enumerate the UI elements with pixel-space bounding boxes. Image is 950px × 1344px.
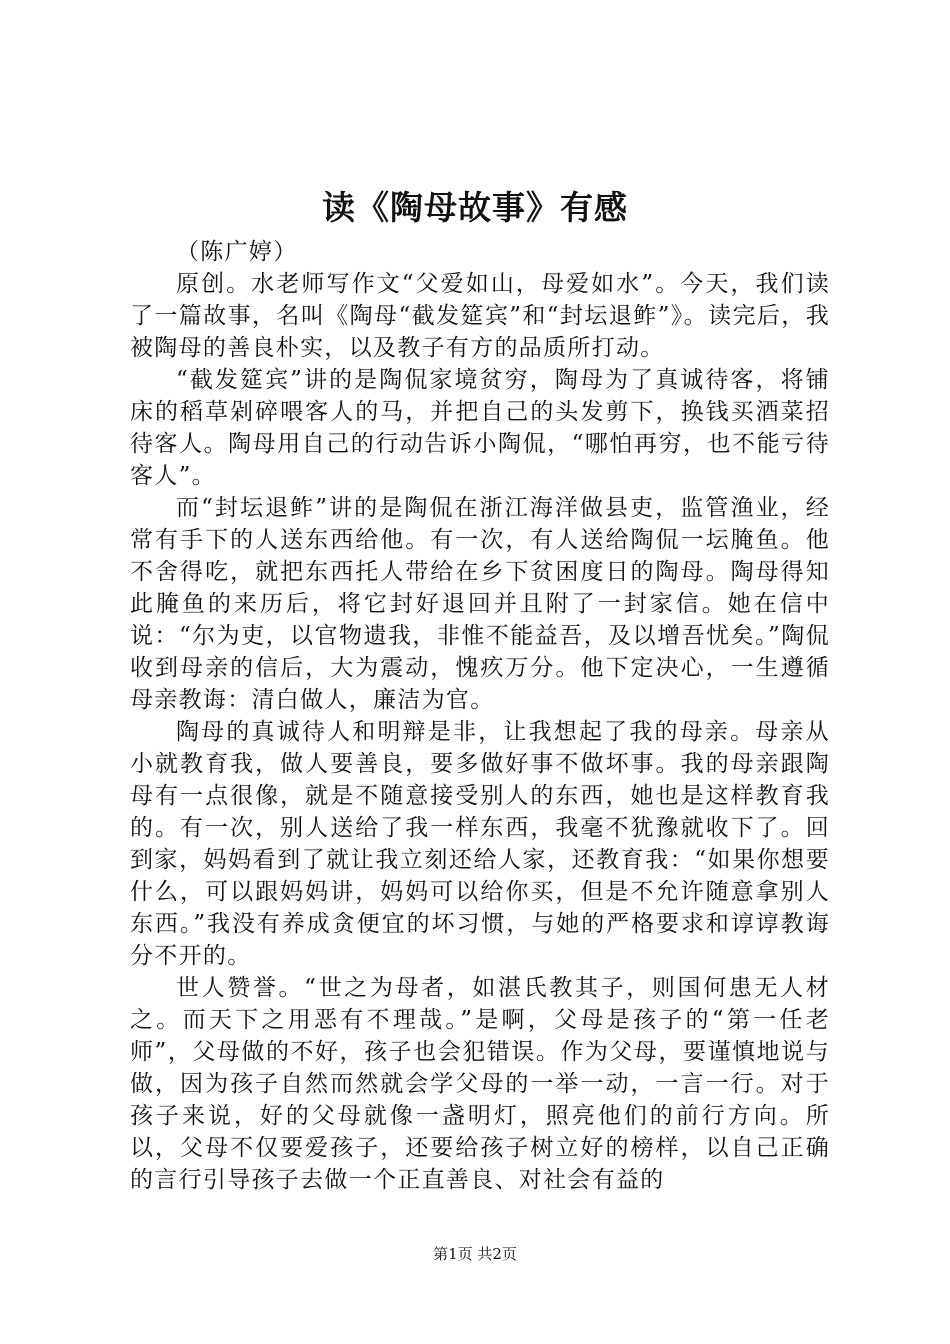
paragraph-4: 陶母的真诚待人和明辩是非，让我想起了我的母亲。母亲从小就教育我，做人要善良，要多做好事不做坏事。我的母亲跟陶母有一点很像，就是不随意接受别人的东西，她也是这样教育我的。有一次，别人送给了我一样东西，我毫不犹豫就收下了。回到家，妈妈看到了就让我立刻还给人家，还教育我：“如果你想要什么，可以跟妈妈讲，妈妈可以给你买，但是不允许随意拿别人东西。”我没有养成贪便宜的坏习惯，与她的严格要求和谆谆教诲分不开的。 <box>130 719 830 969</box>
paragraph-1: 原创。水老师写作文“父爱如山，母爱如水”。今天，我们读了一篇故事，名叫《陶母“截发筵宾”和“封坛退鲊”》。读完后，我被陶母的善良朴实，以及教子有方的品质所打动。 <box>130 271 830 361</box>
document-body <box>130 236 830 1196</box>
paragraph-5: 世人赞誉。“世之为母者，如湛氏教其子，则国何患无人材之。而天下之用恶有不理哉。”是啊，父母是孩子的“第一任老师”，父母做的不好，孩子也会犯错误。作为父母，要谨慎地说与做，因为孩子自然而然就会学父母的一举一动，一言一行。对于孩子来说，好的父母就像一盏明灯，照亮他们的前行方向。所以，父母不仅要爱孩子，还要给孩子树立好的榜样，以自己正确的言行引导孩子去做一个正直善良、对社会有益的 <box>130 975 830 1193</box>
paragraph-3: 而“封坛退鲊”讲的是陶侃在浙江海洋做县吏，监管渔业，经常有手下的人送东西给他。有一次，有人送给陶侃一坛腌鱼。他不舍得吃，就把东西托人带给在乡下贫困度日的陶母。陶母得知此腌鱼的来历后，将它封好退回并且附了一封家信。她在信中说：“尔为吏，以官物遗我，非惟不能益吾，及以增吾忧矣。”陶侃收到母亲的信后，大为震动，愧疚万分。他下定决心，一生遵循母亲教诲：清白做人，廉洁为官。 <box>130 495 830 713</box>
document-title: 读《陶母故事》有感 <box>322 188 628 227</box>
page-footer: 第1页 共2页 <box>433 1245 517 1263</box>
paragraph-2: “截发筵宾”讲的是陶侃家境贫穷，陶母为了真诚待客，将铺床的稻草剁碎喂客人的马，并把自己的头发剪下，换钱买酒菜招待客人。陶母用自己的行动告诉小陶侃，“哪怕再穷，也不能亏待客人”。 <box>130 367 830 489</box>
author-line: （陈广婷） <box>176 239 298 265</box>
